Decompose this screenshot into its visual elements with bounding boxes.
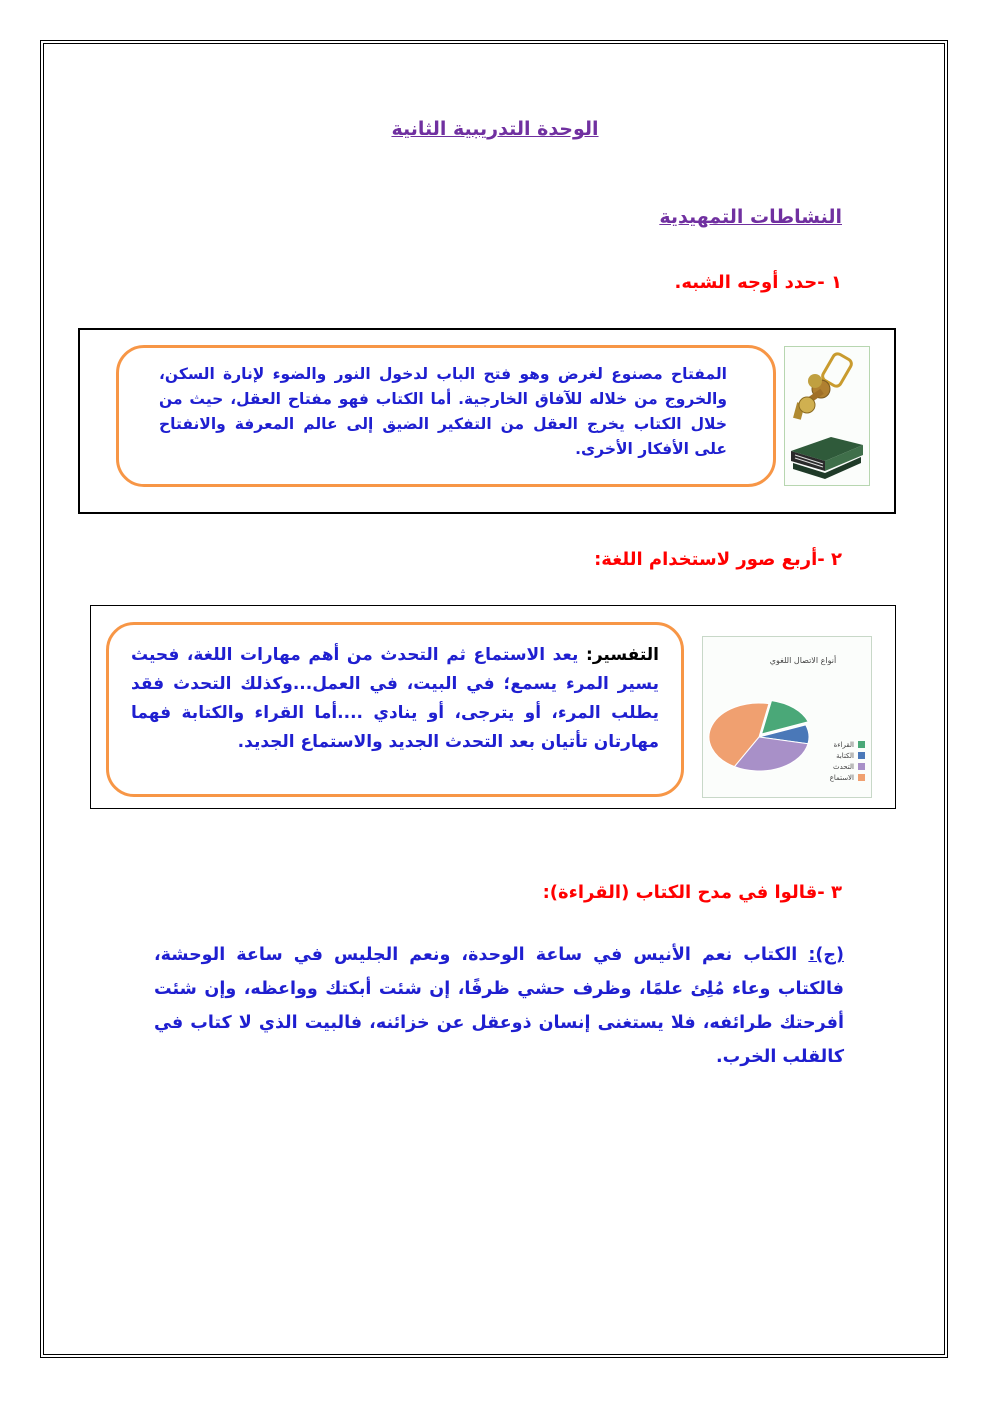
legend-swatch-3 (858, 763, 865, 770)
legend-label-2: الكتابة (836, 752, 854, 760)
answer-label: التفسير: (586, 645, 660, 665)
language-pie-chart (702, 636, 872, 798)
legend-swatch-2 (858, 752, 865, 759)
book-icon (791, 437, 863, 479)
section-title: النشاطات التمهيدية (659, 206, 842, 228)
answer-label: (ج): (808, 945, 844, 965)
legend-label-4: الاستماع (829, 774, 854, 782)
legend-swatch-4 (858, 774, 865, 781)
answer-text: الكتاب نعم الأنيس في ساعة الوحدة، ونعم الجليس في ساعة الوحشة، فالكتاب وعاء مُلِئ علمًا، وظرف حشي ظرفًا، إن شئت أبكتك وواعظه، وإن شئت أفرحتك طرائفه، فلا يستغنى إنسان ذوعقل عن خزائنه، فالبيت الذي لا كتاب في كالقلب الخرب. (154, 945, 844, 1067)
chart-title: أنواع الاتصال اللغوي (769, 656, 837, 665)
answer-text: يعد الاستماع ثم التحدث من أهم مهارات اللغة، فحيث يسير المرء يسمع؛ في البيت، في العمل...وكذلك التحدث فقد يطلب المرء، أو يترجى، أو ينادي ....أما القراء والكتابة فهما مهارتان تأتيان بعد التحدث الجديد والاستماع الجديد. (131, 645, 659, 752)
legend-label-3: التحدث (833, 763, 854, 771)
question-3-title: ٣ -قالوا في مدح الكتاب (القراءة): (542, 882, 842, 903)
question-1-answer: المفتاح مصنوع لغرض وهو فتح الباب لدخول النور والضوء لإنارة السكن، والخروج من خلاله للآفاق الخارجية. أما الكتاب فهو مفتاح العقل، حيث من خلال الكتاب يخرج العقل من التفكير الضيق إلى عالم المعرفة والانفتاح على الأفكار الأخرى. (116, 345, 776, 487)
key-icon (793, 352, 853, 420)
legend-label-1: القراءة (833, 741, 854, 749)
key-book-image (784, 346, 870, 486)
question-1-title: ١ -حدد أوجه الشبه. (674, 272, 842, 293)
question-3-answer (154, 938, 844, 1074)
question-2-title: ٢ -أربع صور لاستخدام اللغة: (594, 549, 842, 570)
question-2-answer (106, 622, 684, 797)
legend-swatch-1 (858, 741, 865, 748)
unit-title: الوحدة التدريبية الثانية (391, 118, 599, 140)
